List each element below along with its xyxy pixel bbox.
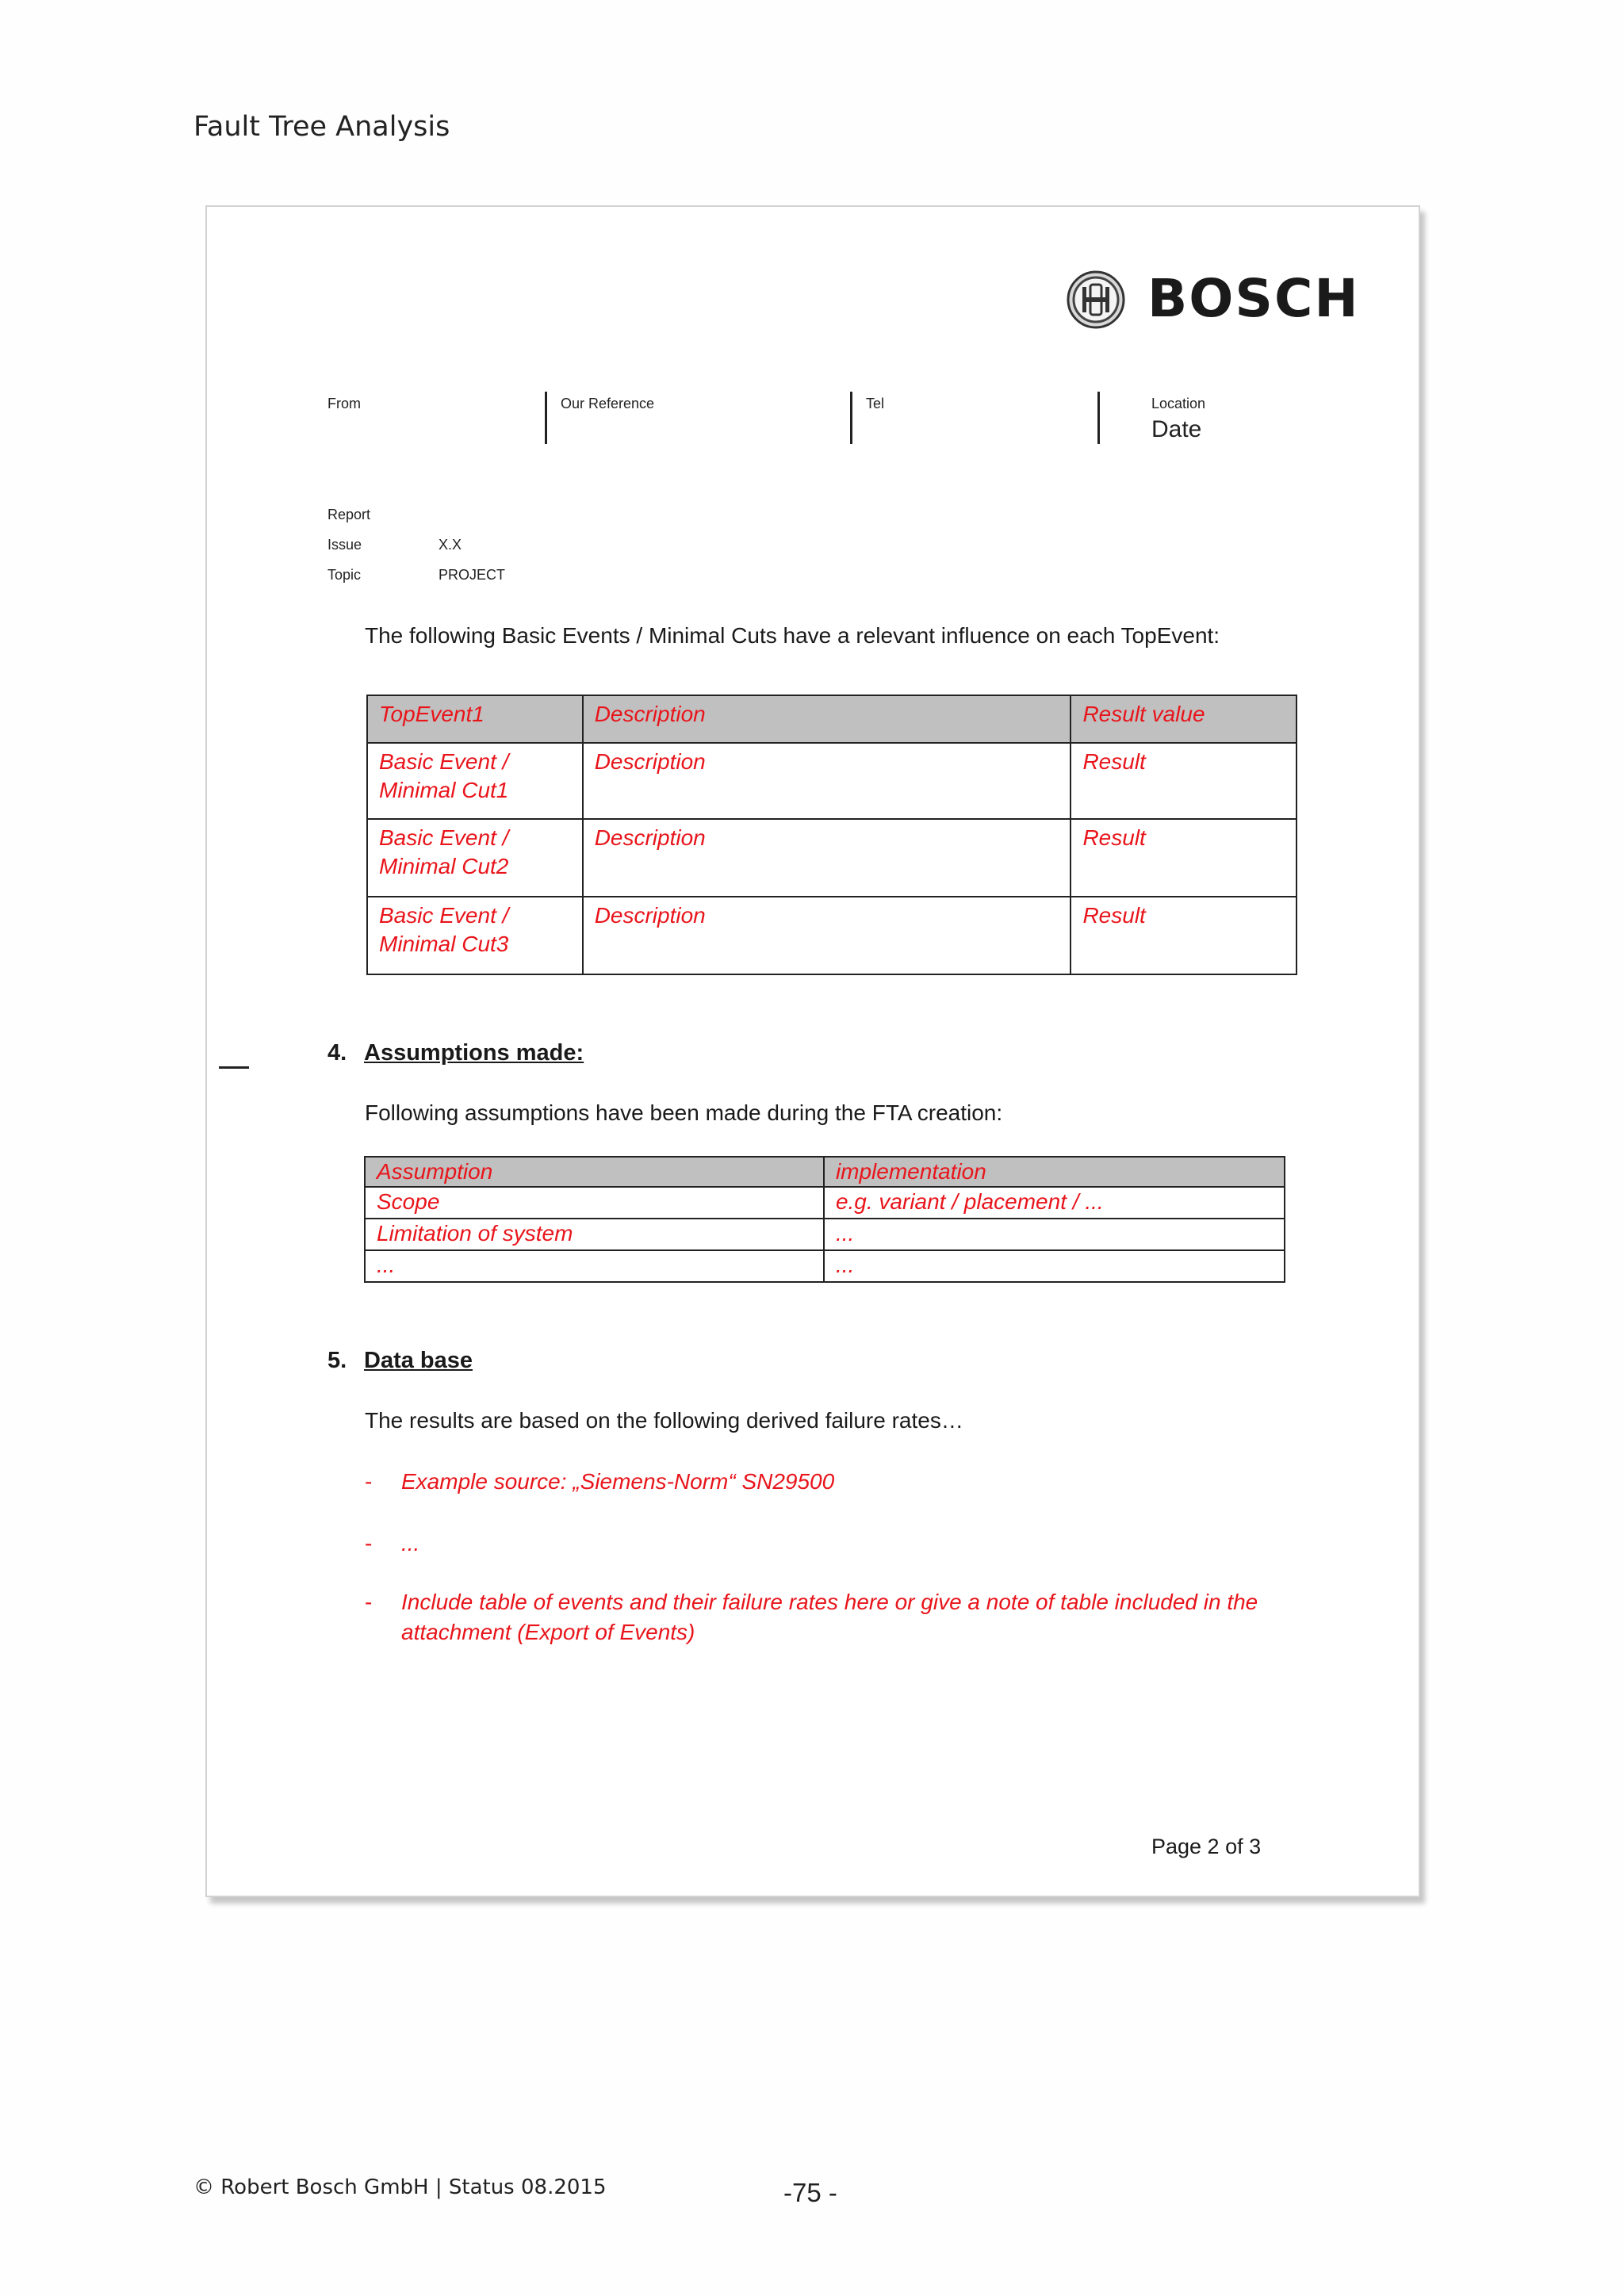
section-text: The results are based on the following derived failure rates…: [365, 1408, 963, 1433]
tel-label: Tel: [866, 396, 885, 411]
field-divider: [545, 392, 547, 444]
table-header-cell: implementation: [824, 1157, 1285, 1187]
implementation-cell: ...: [824, 1250, 1285, 1282]
assumptions-table: [364, 1156, 1285, 1283]
assumption-cell: Limitation of system: [365, 1219, 824, 1250]
revision-mark: [219, 1066, 249, 1069]
event-name-line: Minimal Cut1: [379, 778, 509, 802]
report-label: Report: [327, 507, 371, 522]
section-title: Assumptions made:: [364, 1040, 584, 1066]
embedded-page-number: Page 2 of 3: [1151, 1835, 1262, 1858]
event-cell: [367, 743, 583, 819]
table-row: [367, 819, 1297, 897]
event-name-line: Basic Event /: [379, 749, 509, 774]
footer-page-number: -75 -: [783, 2178, 837, 2207]
reference-label: Our Reference: [561, 396, 655, 411]
location-label: Location: [1151, 396, 1206, 411]
event-cell: [367, 819, 583, 897]
date-value: Date: [1151, 416, 1202, 442]
field-divider: [850, 392, 852, 444]
topic-value: PROJECT: [439, 567, 506, 583]
bullet-dash: -: [365, 1469, 373, 1494]
result-cell: Result: [1071, 897, 1297, 974]
bullet-item: Include table of events and their failure rates here or give a note of table included in the: [401, 1590, 1258, 1614]
topic-label: Topic: [327, 567, 362, 583]
event-name-line: Basic Event /: [379, 903, 509, 928]
bullet-dash: -: [365, 1531, 373, 1556]
description-cell: Description: [583, 743, 1071, 819]
table-row: [365, 1250, 1285, 1282]
result-cell: Result: [1071, 819, 1297, 897]
description-cell: Description: [583, 819, 1071, 897]
intro-text: The following Basic Events / Minimal Cuts have a relevant influence on each TopEvent:: [365, 623, 1220, 648]
bullet-item: Example source: „Siemens-Norm“ SN29500: [401, 1469, 835, 1494]
issue-value: X.X: [439, 537, 462, 553]
bosch-logo-text: BOSCH: [1147, 268, 1360, 329]
section-number: 5.: [327, 1348, 347, 1373]
section-title: Data base: [364, 1348, 473, 1373]
table-row: [365, 1187, 1285, 1219]
event-name-line: Minimal Cut3: [379, 932, 509, 956]
from-label: From: [327, 396, 361, 411]
table-header-cell: Description: [583, 695, 1071, 743]
table-row: [365, 1219, 1285, 1250]
assumption-cell: Scope: [365, 1187, 824, 1219]
bullet-item-continuation: attachment (Export of Events): [401, 1620, 695, 1644]
result-cell: Result: [1071, 743, 1297, 819]
table-header-cell: Assumption: [365, 1157, 824, 1187]
table-header-row: [367, 695, 1297, 743]
implementation-cell: ...: [824, 1219, 1285, 1250]
description-cell: Description: [583, 897, 1071, 974]
bullet-item: ...: [401, 1531, 420, 1556]
bullet-dash: -: [365, 1590, 373, 1614]
section-text: Following assumptions have been made during the FTA creation:: [365, 1100, 1003, 1125]
event-name-line: Minimal Cut2: [379, 854, 509, 878]
bosch-armature-icon: [1067, 270, 1125, 329]
issue-label: Issue: [327, 537, 362, 553]
running-header: Fault Tree Analysis: [193, 111, 450, 143]
section-number: 4.: [327, 1040, 347, 1066]
table-row: [367, 743, 1297, 819]
table-header-cell: TopEvent1: [367, 695, 583, 743]
events-table: [366, 695, 1297, 975]
table-header-row: [365, 1157, 1285, 1187]
field-divider: [1097, 392, 1100, 444]
table-header-cell: Result value: [1071, 695, 1297, 743]
event-name-line: Basic Event /: [379, 825, 509, 850]
implementation-cell: e.g. variant / placement / ...: [824, 1187, 1285, 1219]
table-row: [367, 897, 1297, 974]
event-cell: [367, 897, 583, 974]
footer-copyright: © Robert Bosch GmbH | Status 08.2015: [193, 2175, 607, 2199]
assumption-cell: ...: [365, 1250, 824, 1282]
